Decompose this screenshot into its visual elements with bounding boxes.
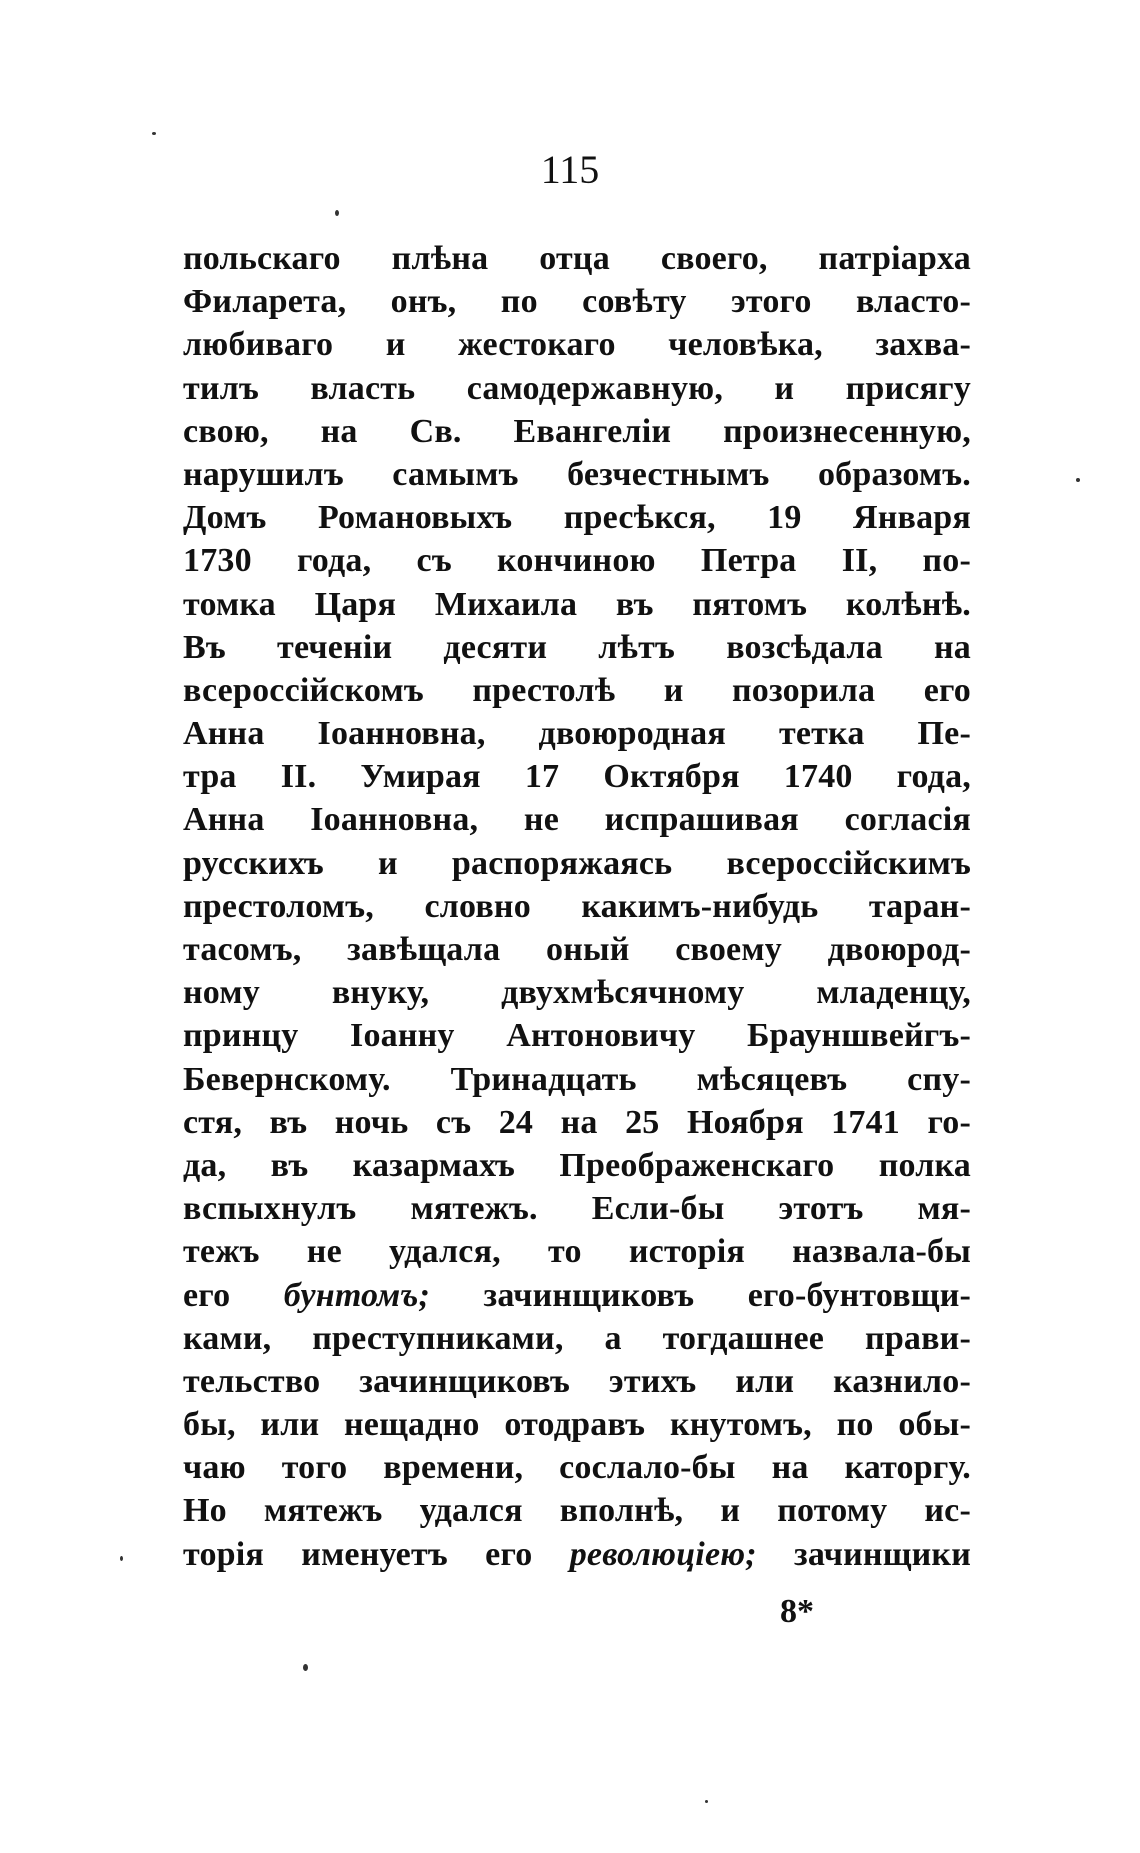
signature-mark: 8*: [780, 1593, 814, 1630]
text-line: нарушилъ самымъ безчестнымъ образомъ.: [183, 455, 971, 493]
text-line: тасомъ, завѣщала оный своему двоюрод-: [183, 931, 971, 968]
text-line: польскаго плѣна отца своего, патріарха: [183, 240, 971, 277]
text-line: тра II. Умирая 17 Октября 1740 года,: [183, 758, 971, 796]
text-line: Филарета, онъ, по совѣту этого власто-: [183, 283, 971, 321]
scan-speck: [152, 132, 156, 135]
text-line: томка Царя Михаила въ пятомъ колѣнѣ.: [183, 585, 971, 623]
text-line: Но мятежъ удался вполнѣ, и потому ис-: [183, 1492, 971, 1530]
text-line: Домъ Романовыхъ пресѣкся, 19 Января: [183, 499, 971, 537]
text-line: да, въ казармахъ Преображенскаго полка: [183, 1146, 971, 1184]
text-line: Анна Іоанновна, не испрашивая согласія: [183, 801, 971, 839]
text-line: тежъ не удался, то исторія назвала-бы: [183, 1233, 971, 1271]
text-line: любиваго и жестокаго человѣка, захва-: [183, 326, 971, 364]
scan-speck: [1076, 478, 1080, 482]
text-line: [183, 1274, 971, 1317]
italic-term: бунтомъ;: [283, 1276, 431, 1314]
text-line: свою, на Св. Евангеліи произнесенную,: [183, 412, 971, 450]
text-line: русскихъ и распоряжаясь всероссійскимъ: [183, 844, 971, 882]
text-line: 1730 года, съ кончиною Петра II, по-: [183, 542, 971, 580]
text-line: Въ теченіи десяти лѣтъ возсѣдала на: [183, 628, 971, 666]
text-line: бы, или нещадно отодравъ кнутомъ, по обы-: [183, 1406, 971, 1444]
text-line: Анна Іоанновна, двоюродная тетка Пе-: [183, 715, 971, 753]
text-line: тельство зачинщиковъ этихъ или казнило-: [183, 1362, 971, 1400]
text-line: престоломъ, словно какимъ-нибудь таран-: [183, 887, 971, 925]
text-line: тилъ власть самодержавную, и присягу: [183, 369, 971, 407]
text-line: всероссійскомъ престолѣ и позорила его: [183, 671, 971, 709]
text-segment: зачинщики: [756, 1535, 971, 1573]
text-line: Бевернскому. Тринадцать мѣсяцевъ спу-: [183, 1060, 971, 1098]
text-line: ками, преступниками, а тогдашнее прави-: [183, 1319, 971, 1357]
scan-speck: [120, 1556, 123, 1561]
text-line: ному внуку, двухмѣсячному младенцу,: [183, 974, 971, 1012]
body-text: [183, 237, 971, 1576]
text-line: вспыхнулъ мятежъ. Если-бы этотъ мя-: [183, 1190, 971, 1228]
text-segment: зачинщиковъ его-бунтовщи-: [430, 1276, 972, 1314]
scan-speck: [335, 210, 339, 216]
italic-term: революціею;: [569, 1535, 757, 1573]
text-segment: торія именуетъ его: [183, 1535, 570, 1573]
scan-speck: [705, 1800, 708, 1803]
text-line: принцу Іоанну Антоновичу Брауншвейгъ-: [183, 1017, 971, 1055]
text-line: [183, 1533, 971, 1576]
text-line: чаю того времени, сослало-бы на каторгу.: [183, 1449, 971, 1487]
text-segment: его: [183, 1276, 284, 1314]
text-line: стя, въ ночь съ 24 на 25 Ноября 1741 го-: [183, 1103, 971, 1141]
page-number: 115: [540, 147, 600, 192]
scan-speck: [303, 1664, 308, 1671]
